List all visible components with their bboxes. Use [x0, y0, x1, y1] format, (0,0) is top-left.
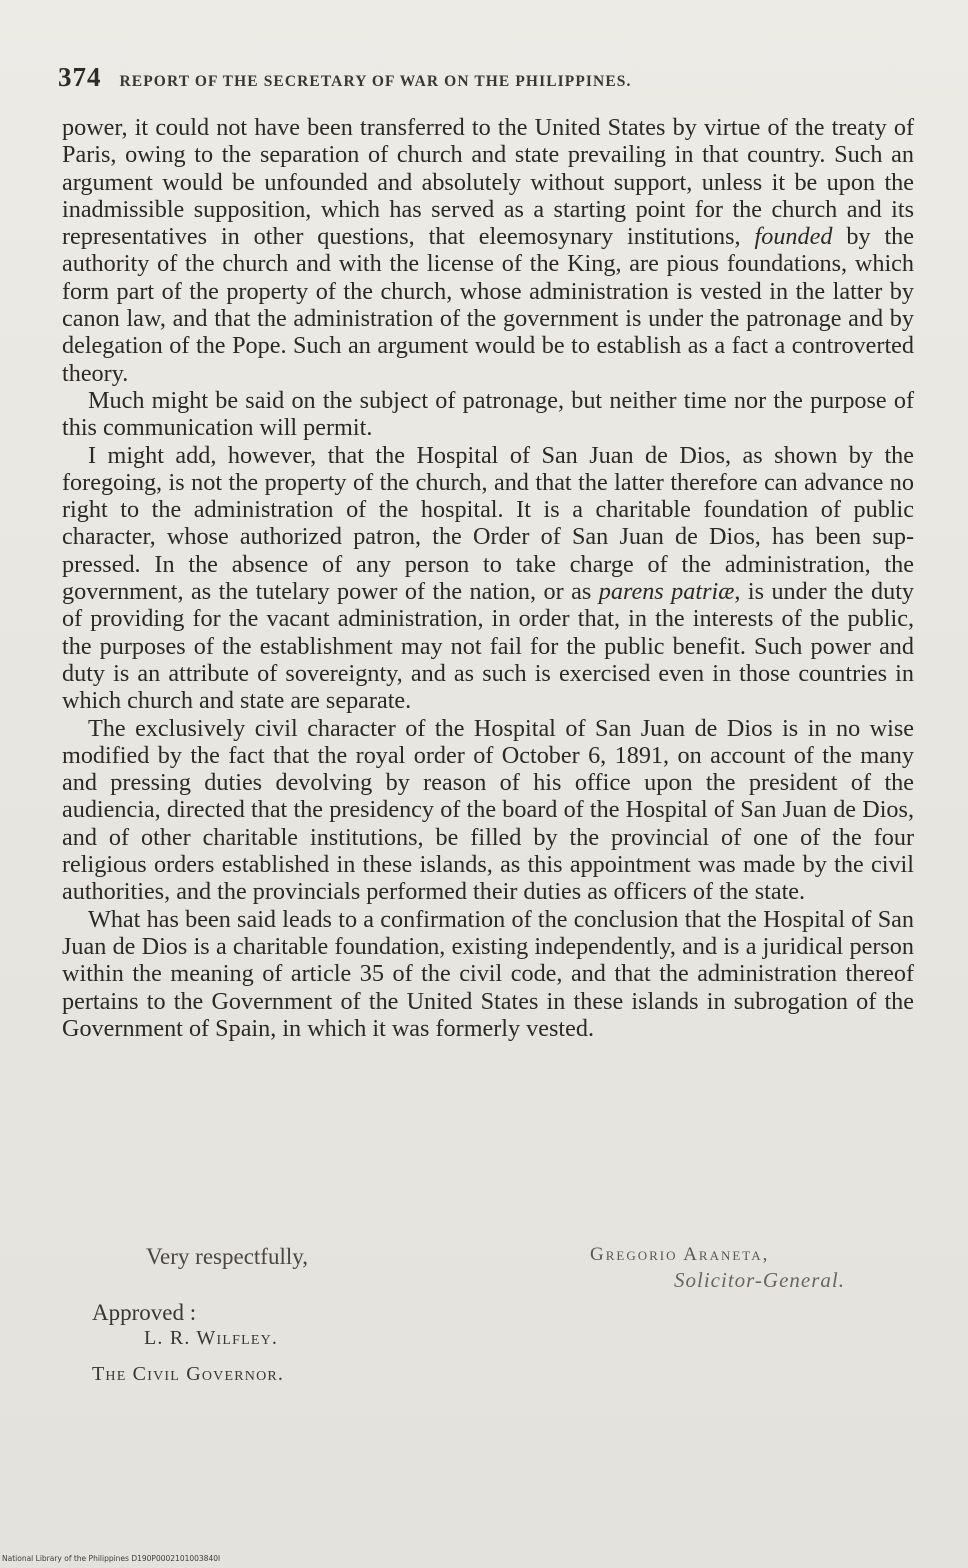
- paragraph-conclusion: What has been said leads to a confirmation of the conclusion that the Hospital of San Juan de Dios is a charitable foundation, existing independently, and is a juridical person within the meaning of article 35 of the civil code, and that the administration thereof pertains to the Government of the United States in these islands in subrogation of the Government of Spain, in which it was formerly vested.: [62, 905, 914, 1042]
- running-head: [58, 62, 858, 93]
- signer-title: Solicitor-General.: [674, 1268, 845, 1292]
- signer-name: Gregorio Araneta,: [590, 1244, 770, 1265]
- approver-name: L. R. Wilfley.: [144, 1327, 279, 1349]
- paragraph-1-italic: founded: [754, 223, 833, 251]
- paragraph-1-text: power, it could not have been transferred to the United States by virtue of the treaty of Paris, owing to the separation of church and state prevailing in that country. Such an argument would be unfounded and absolutely without support, unless it be upon the inadmissible supposition, which has served as a starting point for the church and its representatives in other questions, that eleemosynary institutions,: [62, 114, 914, 251]
- page-number: 374: [58, 62, 102, 92]
- paragraph-1-rest: by the authority of the church and with the license of the King, are pious foundations, which form part of the property of the church, whose administration is vested in the latter by canon law, and that the administration of the government is under the patronage and by delegation of the Pope. Such an argument would be to establish as a fact a controverted theory.: [62, 223, 914, 387]
- paragraph-3-after: , is under the duty of providing for the vacant administration, in order that, in the interests of the public, the purposes of the establishment may not fail for the public benefit. Such power and duty is an attribute of sovereignty, and as such is exercised even in those countries in which church and state are separate.: [62, 578, 915, 715]
- paragraph-continued: [62, 114, 914, 387]
- paragraph-patronage: Much might be said on the subject of patronage, but neither time nor the purpose of this communication will permit.: [62, 386, 914, 442]
- paragraph-civil-character: The exclusively civil character of the Hospital of San Juan de Dios is in no wise modified by the fact that the royal order of October 6, 1891, on account of the many and pressing duties devolving by reason of his office upon the president of the audiencia, directed that the presidency of the board of the Hospital of San Juan de Dios, and of other charitable institutions, be filled by the provincial of one of the four religious orders established in these islands, as this appointment was made by the civil authorities, and the provincials performed their duties as officers of the state.: [62, 714, 914, 906]
- closing-salutation: Very respectfully,: [146, 1244, 308, 1269]
- footer-credit: National Library of the Philippines D190P0002101003840l: [2, 1554, 221, 1563]
- paragraph-3-italic: parens patriæ: [598, 578, 735, 606]
- running-title: REPORT OF THE SECRETARY OF WAR ON THE PHILIPPINES.: [119, 73, 632, 90]
- paragraph-3-before: I might add, however, that the Hospital of San Juan de Dios, as shown by the foregoing, is not the property of the church, and that the latter therefore can advance no right to the administration of the hospital. It is a charitable foundation of public character, whose authorized patron, the Order of San Juan de Dios, has been suppressed. In the absence of any person to take charge of the administration, the government, as the tutelary power of the nation, or as: [62, 441, 914, 606]
- paragraph-hospital-property: [62, 442, 914, 715]
- addressee: The Civil Governor.: [92, 1363, 285, 1385]
- body-text: [62, 114, 914, 1042]
- approved-label: Approved :: [92, 1300, 197, 1325]
